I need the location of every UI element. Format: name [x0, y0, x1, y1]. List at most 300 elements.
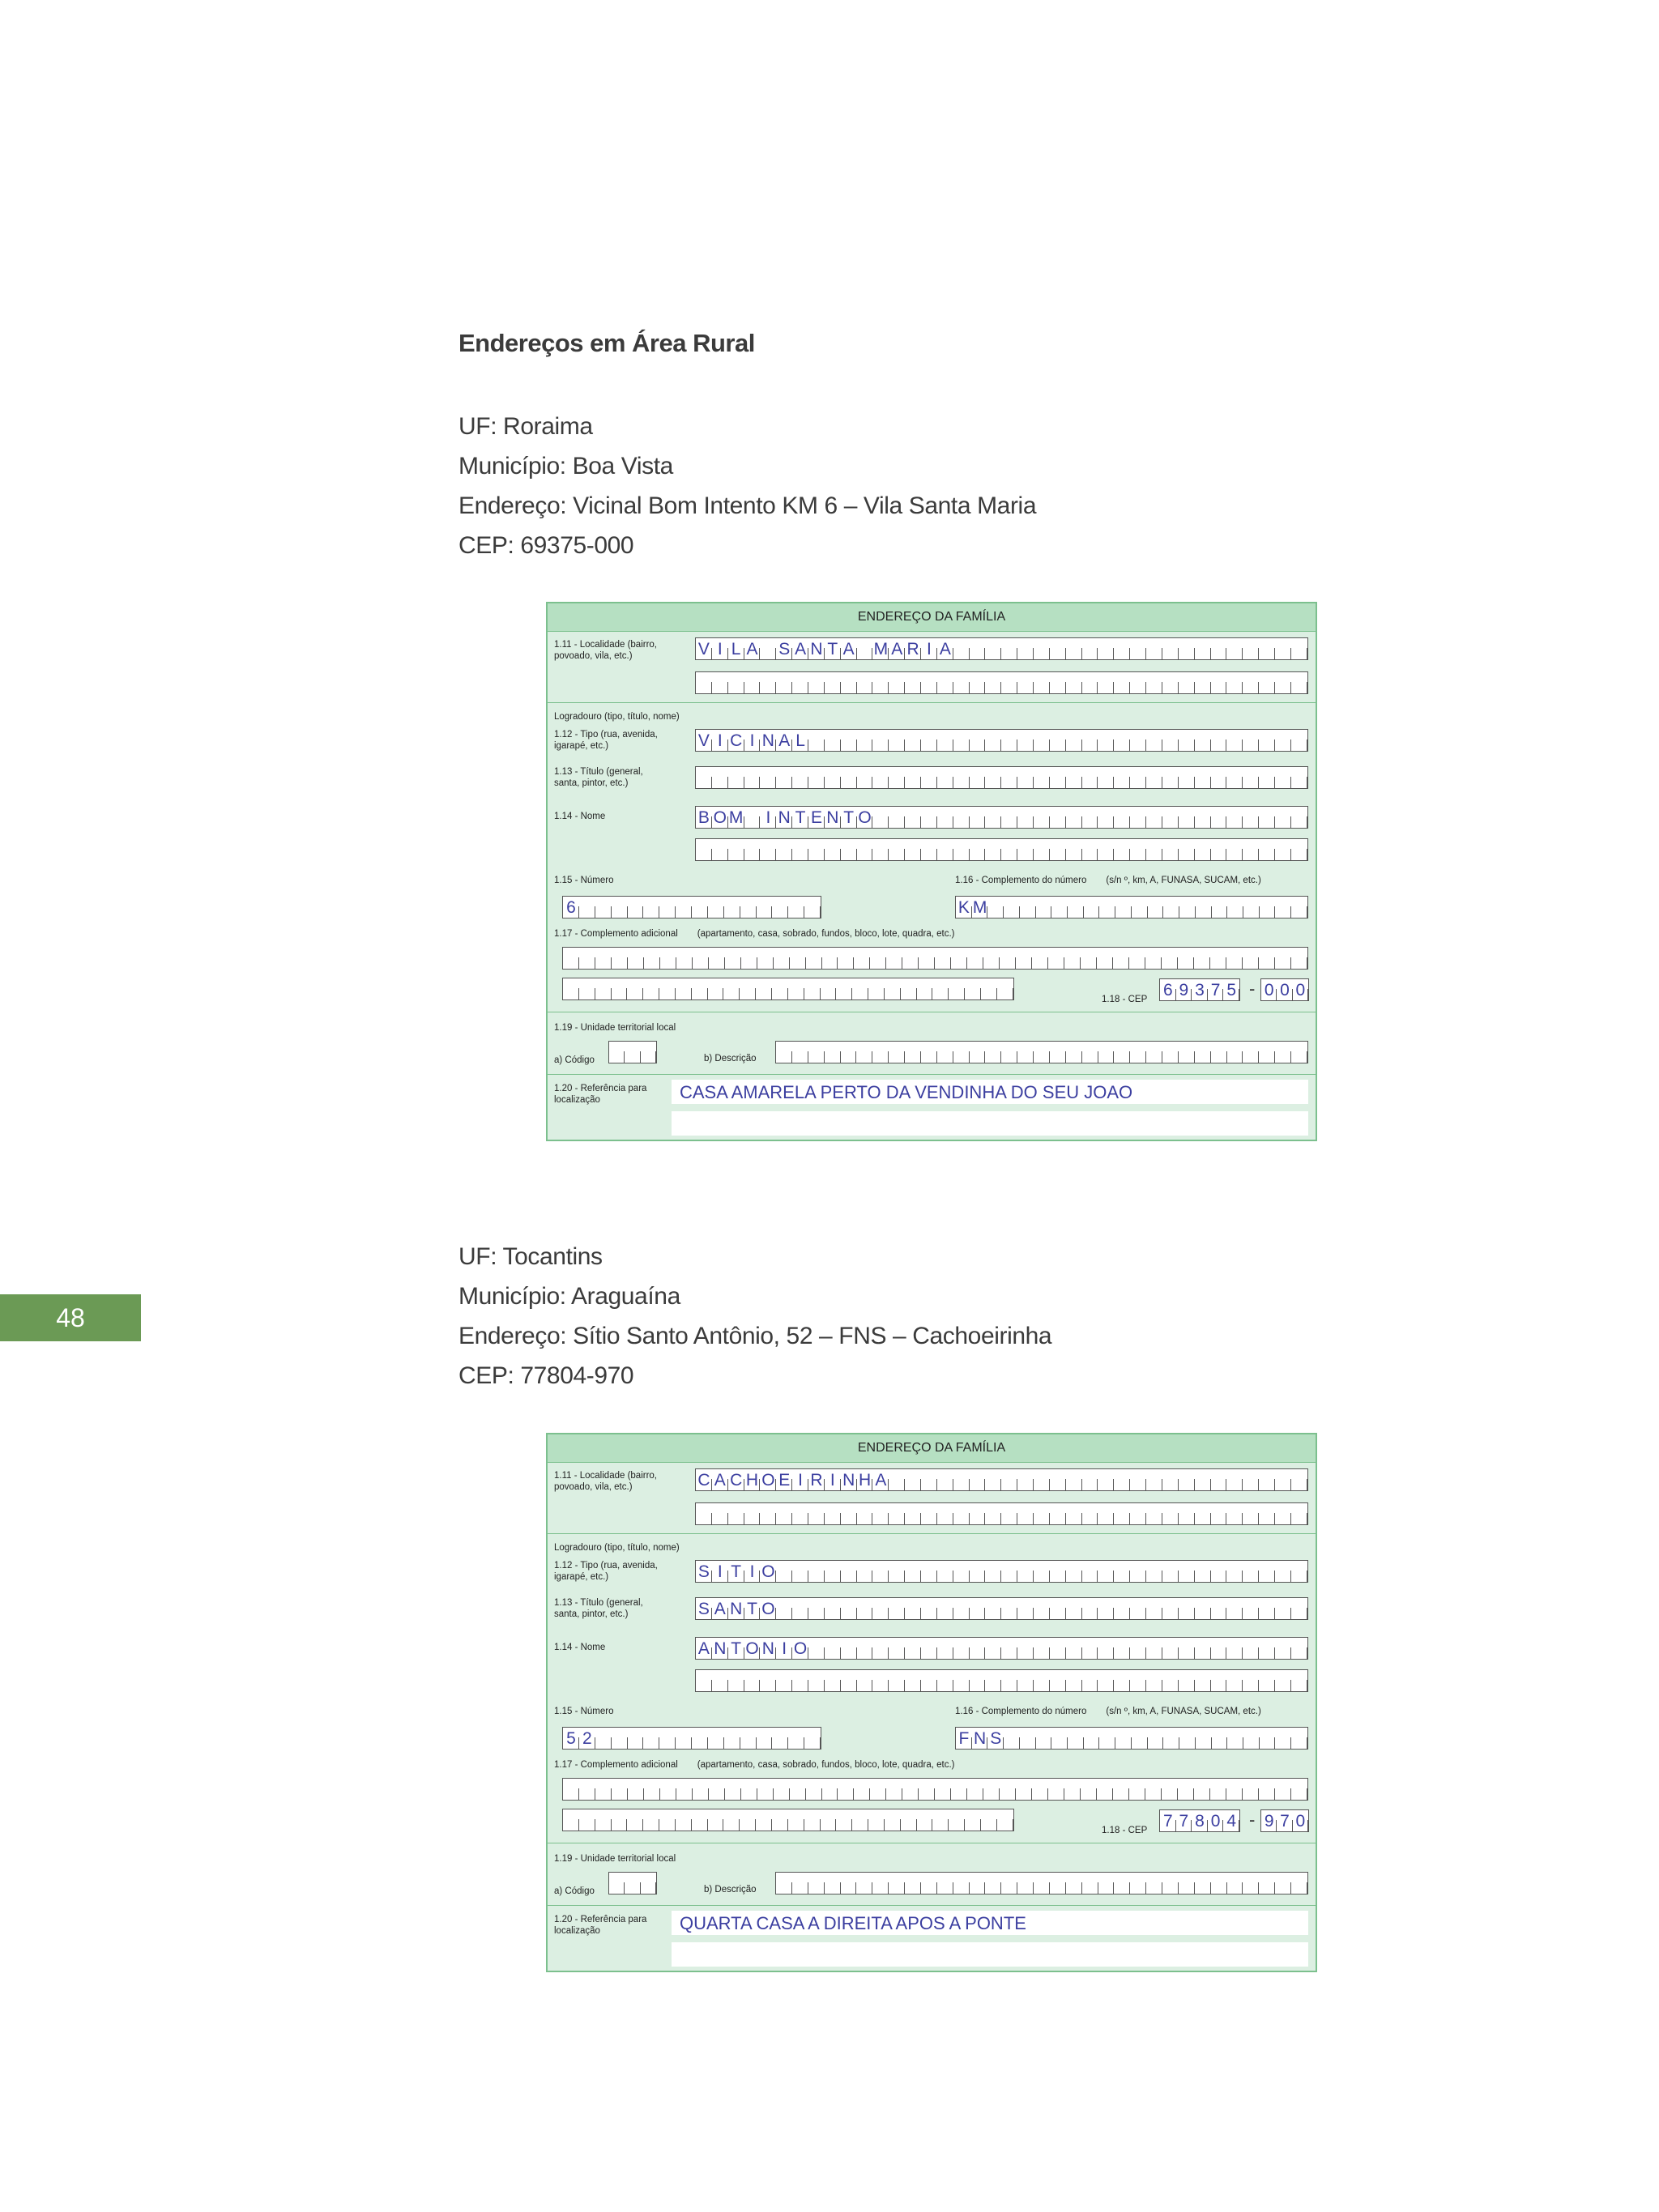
- char-cell: [1243, 1042, 1259, 1063]
- char-cell: T: [792, 807, 808, 828]
- char-cell: [776, 672, 792, 693]
- char-cell: [1145, 948, 1162, 969]
- char-cell: [1275, 807, 1291, 828]
- char-cell: [852, 978, 868, 999]
- char-cell: [692, 978, 708, 999]
- char-cell: [1226, 1670, 1243, 1691]
- char-cell: [822, 1779, 838, 1800]
- char-cell: [1195, 1561, 1211, 1582]
- numero-input[interactable]: [562, 896, 821, 918]
- unidade-territorial-label: 1.19 - Unidade territorial local: [554, 1023, 676, 1033]
- char-cell: [1179, 730, 1195, 751]
- char-cell: A: [889, 638, 905, 659]
- char-cell: [1034, 638, 1050, 659]
- char-cell: [725, 1779, 741, 1800]
- char-cell: [1243, 1670, 1259, 1691]
- referencia-input[interactable]: QUARTA CASA A DIREITA APOS A PONTE: [672, 1911, 1308, 1935]
- char-cell: [953, 1598, 970, 1619]
- char-cell: [970, 767, 986, 788]
- titulo-input[interactable]: [695, 1597, 1308, 1620]
- localidade-label: 1.11 - Localidade (bairro, povoado, vila, etc.): [554, 640, 657, 661]
- char-cell: [1001, 1042, 1017, 1063]
- char-cell: [1032, 1779, 1048, 1800]
- char-cell: [1196, 1728, 1212, 1749]
- nome-input-line-2[interactable]: [695, 838, 1308, 861]
- char-cell: [825, 1598, 841, 1619]
- char-cell: [889, 1670, 905, 1691]
- numero-input[interactable]: [562, 1727, 821, 1750]
- char-cell: [1179, 897, 1196, 918]
- char-cell: [967, 1779, 983, 1800]
- char-cell: [676, 1809, 692, 1831]
- char-cell: [1098, 672, 1114, 693]
- char-cell: E: [776, 1469, 792, 1490]
- titulo-label: 1.13 - Título (general, santa, pintor, etc.): [554, 767, 643, 788]
- char-cell: O: [761, 1562, 775, 1581]
- char-cell: [660, 1779, 676, 1800]
- char-cell: [1243, 1779, 1259, 1800]
- referencia-input-line-2[interactable]: [672, 1111, 1308, 1136]
- char-cell: [1291, 1670, 1307, 1691]
- char-cell: [641, 1873, 656, 1894]
- char-cell: [776, 839, 792, 860]
- char-cell: [841, 1503, 857, 1524]
- nome-label: 1.14 - Nome: [554, 1643, 606, 1652]
- char-cell: [788, 897, 804, 918]
- tipo-input[interactable]: [695, 729, 1308, 752]
- char-cell: [1146, 767, 1162, 788]
- char-cell: [1179, 1728, 1196, 1749]
- char-cell: [1001, 638, 1017, 659]
- char-cell: [1291, 1561, 1307, 1582]
- char-cell: [1115, 1728, 1132, 1749]
- char-cell: 4: [1223, 1810, 1239, 1831]
- char-cell: [825, 730, 841, 751]
- char-cell: [756, 978, 772, 999]
- char-cell: [1130, 839, 1146, 860]
- char-cell: [696, 1670, 712, 1691]
- char-cell: [1130, 638, 1146, 659]
- nome-input[interactable]: [695, 1637, 1308, 1660]
- char-cell: 8: [1192, 1810, 1208, 1831]
- char-cell: [1082, 767, 1098, 788]
- nome-input-line-2[interactable]: [695, 1669, 1308, 1692]
- codigo-label: a) Código: [554, 1055, 595, 1065]
- char-cell: [841, 1598, 857, 1619]
- char-cell: [1098, 1503, 1114, 1524]
- char-cell: [953, 1042, 970, 1063]
- char-cell: [792, 1561, 808, 1582]
- char-cell: [757, 897, 773, 918]
- char-cell: [854, 1779, 870, 1800]
- char-cell: [1259, 638, 1275, 659]
- char-cell: [1195, 767, 1211, 788]
- char-cell: [1146, 730, 1162, 751]
- char-cell: [1114, 1638, 1130, 1659]
- char-cell: [1082, 1873, 1098, 1894]
- char-cell: [1034, 1503, 1050, 1524]
- localidade-input[interactable]: [695, 637, 1308, 660]
- char-cell: [921, 839, 937, 860]
- char-cell: 6: [1160, 979, 1176, 1000]
- char-cell: [1243, 1598, 1259, 1619]
- char-cell: [776, 767, 792, 788]
- descricao-input[interactable]: [775, 1041, 1308, 1063]
- char-cell: [1196, 897, 1212, 918]
- char-cell: [1066, 767, 1082, 788]
- codigo-input[interactable]: [608, 1041, 657, 1063]
- char-cell: [1259, 1779, 1275, 1800]
- char-cell: [953, 839, 970, 860]
- char-cell: [1275, 1042, 1291, 1063]
- char-cell: [889, 767, 905, 788]
- char-cell: [841, 1873, 857, 1894]
- char-cell: [970, 730, 986, 751]
- char-cell: [1179, 1598, 1195, 1619]
- char-cell: [788, 978, 804, 999]
- char-cell: [1259, 1598, 1275, 1619]
- char-cell: [857, 1670, 873, 1691]
- char-cell: [1194, 1779, 1210, 1800]
- char-cell: [1017, 1638, 1034, 1659]
- char-cell: [1099, 1728, 1115, 1749]
- char-cell: [728, 839, 744, 860]
- char-cell: [741, 1779, 757, 1800]
- uf-line: UF: Tocantins: [458, 1243, 603, 1270]
- char-cell: 9: [1261, 1810, 1277, 1831]
- char-cell: [1130, 730, 1146, 751]
- char-cell: [937, 1561, 953, 1582]
- cep-input-part-1[interactable]: [1159, 978, 1240, 1001]
- char-cell: [1098, 1469, 1114, 1490]
- char-cell: [901, 1809, 917, 1831]
- char-cell: [760, 1670, 776, 1691]
- referencia-input-line-2[interactable]: [672, 1942, 1308, 1967]
- char-cell: [965, 1809, 981, 1831]
- char-cell: [905, 1503, 921, 1524]
- char-cell: 7: [1208, 979, 1224, 1000]
- char-cell: [970, 672, 986, 693]
- descricao-input[interactable]: [775, 1872, 1308, 1894]
- char-cell: O: [761, 1600, 775, 1618]
- char-cell: [760, 839, 776, 860]
- char-cell: [889, 672, 905, 693]
- char-cell: [937, 1042, 953, 1063]
- char-cell: [889, 1042, 905, 1063]
- char-cell: L: [728, 638, 744, 659]
- logradouro-label: Logradouro (tipo, título, nome): [554, 1543, 680, 1553]
- char-cell: [905, 1561, 921, 1582]
- endereco-line: Endereço: Sítio Santo Antônio, 52 – FNS – Cachoeirinha: [458, 1323, 1052, 1349]
- char-cell: A: [841, 638, 857, 659]
- char-cell: [757, 1779, 774, 1800]
- char-cell: [744, 672, 761, 693]
- char-cell: [886, 948, 902, 969]
- char-cell: [872, 839, 889, 860]
- char-cell: [1146, 1503, 1162, 1524]
- char-cell: [985, 1561, 1001, 1582]
- char-cell: [1034, 807, 1050, 828]
- char-cell: 2: [579, 1728, 595, 1749]
- char-cell: [841, 839, 857, 860]
- char-cell: [563, 1779, 579, 1800]
- complemento-adicional-input-line-2[interactable]: [562, 1809, 1014, 1831]
- char-cell: [825, 767, 841, 788]
- char-cell: [1130, 672, 1146, 693]
- char-cell: [1084, 1728, 1100, 1749]
- char-cell: [937, 730, 953, 751]
- char-cell: R: [808, 1469, 825, 1490]
- char-cell: [1098, 1670, 1114, 1691]
- char-cell: [709, 948, 725, 969]
- localidade-input-line-2[interactable]: [695, 671, 1308, 694]
- char-cell: [917, 978, 933, 999]
- char-cell: [792, 1042, 808, 1063]
- char-cell: [1129, 1779, 1145, 1800]
- char-cell: [1162, 1598, 1179, 1619]
- localidade-input-line-2[interactable]: [695, 1502, 1308, 1525]
- char-cell: [935, 1779, 951, 1800]
- char-cell: O: [745, 1639, 759, 1658]
- char-cell: [868, 1809, 885, 1831]
- char-cell: [1179, 1638, 1195, 1659]
- char-cell: [825, 672, 841, 693]
- char-cell: [1148, 897, 1164, 918]
- char-cell: [1275, 1638, 1291, 1659]
- char-cell: [1291, 1728, 1307, 1749]
- char-cell: [872, 1042, 889, 1063]
- char-cell: [1130, 1042, 1146, 1063]
- char-cell: [1162, 1779, 1178, 1800]
- char-cell: I: [712, 730, 728, 751]
- char-cell: [949, 1809, 965, 1831]
- char-cell: [997, 978, 1013, 999]
- referencia-input[interactable]: CASA AMARELA PERTO DA VENDINHA DO SEU JOAO: [672, 1080, 1308, 1104]
- char-cell: [1226, 672, 1243, 693]
- char-cell: [1050, 1469, 1066, 1490]
- char-cell: [788, 1728, 804, 1749]
- char-cell: [808, 1670, 825, 1691]
- char-cell: C: [696, 1469, 712, 1490]
- char-cell: [712, 672, 728, 693]
- char-cell: N: [825, 807, 841, 828]
- char-cell: [1050, 1638, 1066, 1659]
- char-cell: [965, 978, 981, 999]
- char-cell: [937, 807, 953, 828]
- cep-label: 1.18 - CEP: [1102, 1826, 1148, 1835]
- char-cell: [841, 1042, 857, 1063]
- char-cell: [692, 897, 708, 918]
- char-cell: [728, 1670, 744, 1691]
- char-cell: [921, 1042, 937, 1063]
- char-cell: [660, 948, 676, 969]
- char-cell: [951, 948, 967, 969]
- char-cell: [1084, 897, 1100, 918]
- char-cell: [953, 638, 970, 659]
- char-cell: [1195, 1469, 1211, 1490]
- char-cell: [772, 1728, 788, 1749]
- char-cell: [1051, 897, 1068, 918]
- titulo-label: 1.13 - Título (general, santa, pintor, etc.): [554, 1598, 643, 1619]
- char-cell: T: [728, 1561, 744, 1582]
- char-cell: [870, 1779, 886, 1800]
- char-cell: [744, 767, 761, 788]
- char-cell: [1034, 730, 1050, 751]
- char-cell: [872, 1561, 889, 1582]
- char-cell: [937, 1598, 953, 1619]
- char-cell: [1082, 638, 1098, 659]
- char-cell: 5: [563, 1728, 579, 1749]
- char-cell: [872, 730, 889, 751]
- char-cell: [1226, 1469, 1243, 1490]
- char-cell: [1179, 1561, 1195, 1582]
- complemento-adicional-input-line-2[interactable]: [562, 978, 1014, 1000]
- char-cell: [1066, 1042, 1082, 1063]
- char-cell: [889, 1873, 905, 1894]
- char-cell: C: [728, 1469, 744, 1490]
- char-cell: [857, 839, 873, 860]
- char-cell: I: [712, 638, 728, 659]
- codigo-input[interactable]: [608, 1872, 657, 1894]
- tipo-input[interactable]: [695, 1560, 1308, 1583]
- char-cell: [772, 1809, 788, 1831]
- char-cell: [1259, 807, 1275, 828]
- char-cell: I: [776, 1638, 792, 1659]
- char-cell: [1243, 839, 1259, 860]
- char-cell: N: [760, 730, 776, 751]
- char-cell: [1001, 1670, 1017, 1691]
- char-cell: [1001, 730, 1017, 751]
- char-cell: [627, 1809, 643, 1831]
- char-cell: [937, 672, 953, 693]
- char-cell: [595, 948, 612, 969]
- char-cell: [857, 730, 873, 751]
- char-cell: [792, 1503, 808, 1524]
- char-cell: [1291, 1598, 1307, 1619]
- char-cell: [921, 1503, 937, 1524]
- char-cell: [1226, 948, 1243, 969]
- char-cell: [841, 672, 857, 693]
- char-cell: [1162, 730, 1179, 751]
- char-cell: [644, 1779, 660, 1800]
- char-cell: [937, 767, 953, 788]
- char-cell: [1275, 1670, 1291, 1691]
- char-cell: [804, 897, 821, 918]
- titulo-input[interactable]: [695, 766, 1308, 789]
- char-cell: [935, 948, 951, 969]
- char-cell: [1114, 1598, 1130, 1619]
- complemento-numero-input[interactable]: [955, 1727, 1308, 1750]
- char-cell: [579, 948, 595, 969]
- char-cell: [825, 1503, 841, 1524]
- char-cell: [1132, 1728, 1148, 1749]
- cep-input-part-2[interactable]: [1260, 1809, 1309, 1832]
- char-cell: [1211, 1670, 1227, 1691]
- char-cell: [1179, 1873, 1195, 1894]
- char-cell: [1064, 1779, 1081, 1800]
- char-cell: [1275, 1598, 1291, 1619]
- cep-input-part-2[interactable]: [1260, 978, 1309, 1001]
- char-cell: [808, 1873, 825, 1894]
- char-cell: [1017, 1598, 1034, 1619]
- char-cell: [1146, 1561, 1162, 1582]
- char-cell: [1016, 948, 1032, 969]
- char-cell: [1179, 767, 1195, 788]
- char-cell: [868, 978, 885, 999]
- nome-input[interactable]: [695, 806, 1308, 829]
- char-cell: [905, 730, 921, 751]
- complemento-adicional-input[interactable]: [562, 1778, 1308, 1801]
- char-cell: [1050, 730, 1066, 751]
- complemento-adicional-input[interactable]: [562, 947, 1308, 970]
- char-cell: [953, 807, 970, 828]
- char-cell: [760, 767, 776, 788]
- char-cell: [1017, 672, 1034, 693]
- char-cell: [985, 1598, 1001, 1619]
- char-cell: [1243, 638, 1259, 659]
- char-cell: [1275, 767, 1291, 788]
- char-cell: [1179, 672, 1195, 693]
- char-cell: [579, 978, 595, 999]
- char-cell: [740, 897, 757, 918]
- char-cell: [1226, 1638, 1243, 1659]
- char-cell: [1162, 638, 1179, 659]
- char-cell: [905, 1598, 921, 1619]
- char-cell: [1211, 807, 1227, 828]
- char-cell: [921, 1638, 937, 1659]
- char-cell: [643, 897, 659, 918]
- char-cell: [1243, 1873, 1259, 1894]
- char-cell: [808, 1042, 825, 1063]
- cep-input-part-1[interactable]: [1159, 1809, 1240, 1832]
- char-cell: [1048, 948, 1064, 969]
- char-cell: [1020, 1728, 1036, 1749]
- char-cell: [905, 767, 921, 788]
- referencia-label: 1.20 - Referência para localização: [554, 1084, 647, 1105]
- char-cell: [692, 1728, 708, 1749]
- char-cell: [937, 1469, 953, 1490]
- char-cell: [1114, 638, 1130, 659]
- char-cell: [612, 897, 628, 918]
- char-cell: [1211, 839, 1227, 860]
- tipo-label: 1.12 - Tipo (rua, avenida, igarapé, etc.): [554, 1561, 658, 1582]
- char-cell: [1066, 839, 1082, 860]
- char-cell: [693, 1779, 709, 1800]
- localidade-input[interactable]: [695, 1468, 1308, 1491]
- char-cell: [1179, 638, 1195, 659]
- char-cell: [1194, 948, 1210, 969]
- char-cell: [1195, 1042, 1211, 1063]
- char-cell: [921, 730, 937, 751]
- char-cell: [628, 1779, 644, 1800]
- char-cell: M: [873, 640, 889, 658]
- char-cell: [1066, 730, 1082, 751]
- char-cell: [841, 1561, 857, 1582]
- char-cell: [937, 1873, 953, 1894]
- char-cell: [708, 897, 724, 918]
- char-cell: [1275, 730, 1291, 751]
- char-cell: [1001, 1598, 1017, 1619]
- char-cell: H: [857, 1469, 873, 1490]
- char-cell: [772, 978, 788, 999]
- char-cell: [1034, 1469, 1050, 1490]
- char-cell: [1259, 1561, 1275, 1582]
- complemento-numero-input[interactable]: [955, 896, 1308, 918]
- char-cell: [921, 807, 937, 828]
- char-cell: K: [956, 897, 972, 918]
- char-cell: [808, 1503, 825, 1524]
- char-cell: [902, 948, 919, 969]
